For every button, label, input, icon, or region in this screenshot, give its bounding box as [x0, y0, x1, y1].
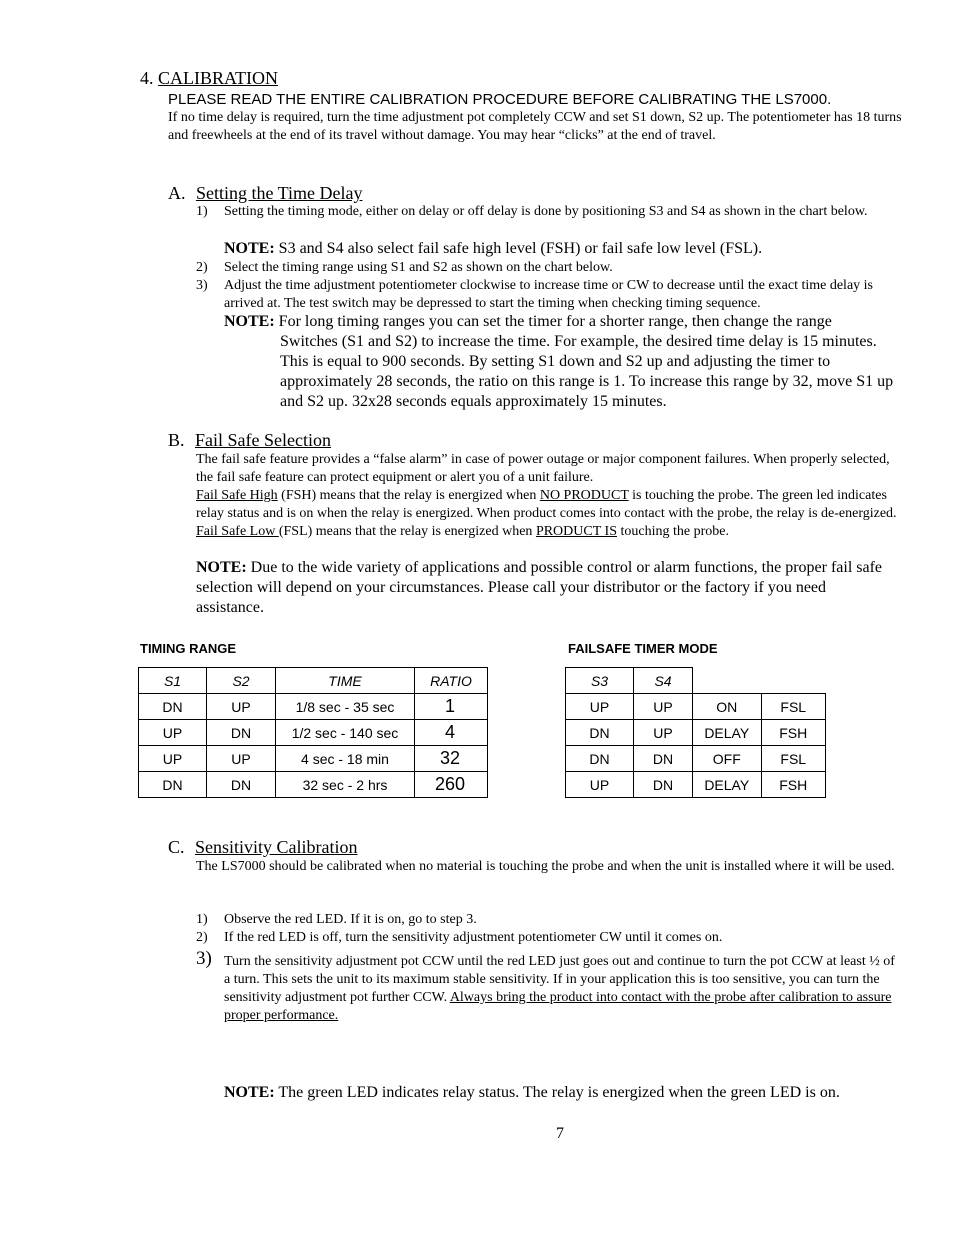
part-a-step-1 — [196, 203, 904, 221]
step-text: Setting the timing mode, either on delay or off delay is done by positioning S3 and S4 as shown in the chart below. — [224, 204, 868, 219]
cell: DN — [207, 772, 276, 798]
header-time: TIME — [276, 668, 415, 694]
part-a-letter: A. — [168, 183, 186, 203]
part-c-heading — [168, 837, 358, 857]
table-header-row — [566, 668, 826, 694]
cell: FSL — [761, 694, 826, 720]
step-number: 3) — [196, 278, 208, 293]
cell: DN — [566, 746, 634, 772]
note-label: NOTE: — [224, 240, 275, 257]
part-c-title: Sensitivity Calibration — [195, 837, 358, 857]
table-row — [566, 720, 826, 746]
step-text: Observe the red LED. If it is on, go to step 3. — [224, 912, 477, 927]
cell: DN — [566, 720, 634, 746]
part-a-step-3 — [196, 277, 904, 313]
part-b-heading — [168, 430, 331, 450]
fsl-rest: touching the probe. — [616, 524, 729, 539]
part-b-note — [196, 558, 886, 618]
fail-safe-low-definition — [196, 523, 904, 541]
cell: FSL — [761, 746, 826, 772]
part-a-title: Setting the Time Delay — [196, 183, 363, 203]
timing-range-table — [138, 667, 488, 798]
fail-safe-high-definition — [196, 487, 904, 523]
fsl-text: (FSL) means that the relay is energized when — [278, 524, 536, 539]
header-s4: S4 — [634, 668, 693, 694]
cell: UP — [566, 694, 634, 720]
table-row — [566, 694, 826, 720]
part-a-step-2 — [196, 259, 904, 277]
fsh-condition: NO PRODUCT — [539, 488, 629, 503]
step-number: 1) — [196, 204, 208, 219]
note-text-first: For long timing ranges you can set the timer for a shorter range, then change the range — [278, 313, 832, 330]
section-title: CALIBRATION — [158, 68, 278, 88]
step-number: 2) — [196, 260, 208, 275]
cell: DN — [207, 720, 276, 746]
part-a-note-1 — [224, 239, 904, 259]
note-label: NOTE: — [224, 1084, 275, 1101]
part-c-step-2 — [196, 929, 904, 947]
note-text-rest: Switches (S1 and S2) to increase the time. For example, the desired time delay is 15 minutes. This is equal to 900 seconds. By setting S1 down and S2 up and adjusting the timer to approximately 28 seconds, the ratio on this range is 1. To increase this range by 32, move S1 up and S2 up. 32x28 seconds equals approximately 15 minutes. — [280, 333, 894, 410]
section-intro: If no time delay is required, turn the time adjustment pot completely CCW and set S1 down, S2 up. The potentiometer has 18 turns and freewheels at the end of its travel without damage. You may hear “clicks” at the end of travel. — [168, 110, 902, 143]
timing-range-caption: TIMING RANGE — [140, 641, 237, 656]
table-row — [139, 772, 488, 798]
calibration-warning: PLEASE READ THE ENTIRE CALIBRATION PROCEDURE BEFORE CALIBRATING THE LS7000. — [168, 91, 832, 108]
cell: DELAY — [693, 720, 762, 746]
cell: UP — [634, 694, 693, 720]
note-text: S3 and S4 also select fail safe high level (FSH) or fail safe low level (FSL). — [278, 240, 763, 257]
cell: OFF — [693, 746, 762, 772]
cell: UP — [139, 746, 207, 772]
cell: DN — [634, 746, 693, 772]
note-label: NOTE: — [224, 313, 275, 330]
table-row — [139, 746, 488, 772]
fsl-condition: PRODUCT IS — [535, 524, 617, 539]
cell: UP — [207, 746, 276, 772]
header-s1: S1 — [139, 668, 207, 694]
cell: UP — [139, 720, 207, 746]
part-c-letter: C. — [168, 837, 185, 857]
cell: UP — [207, 694, 276, 720]
fsh-text: (FSH) means that the relay is energized when — [277, 488, 540, 503]
table-row — [139, 694, 488, 720]
table-row — [139, 720, 488, 746]
failsafe-mode-table — [565, 667, 826, 798]
step-number: 3) — [196, 948, 212, 969]
fsh-term: Fail Safe High — [196, 488, 278, 503]
empty-cell — [693, 668, 762, 694]
cell: UP — [566, 772, 634, 798]
header-s3: S3 — [566, 668, 634, 694]
section-number: 4. — [140, 68, 154, 88]
step-text — [224, 953, 904, 1025]
part-b-body — [196, 451, 904, 541]
part-a-note-2 — [224, 312, 904, 412]
header-ratio: RATIO — [415, 668, 488, 694]
cell: FSH — [761, 720, 826, 746]
cell: 260 — [415, 772, 488, 798]
step-number: 1) — [196, 912, 208, 927]
fsh-rest: is touching the probe. The green led indicates relay status and is on when the relay is energized. When product comes into contact with the probe, the relay is de-energized. — [196, 488, 897, 521]
cell: 4 sec - 18 min — [276, 746, 415, 772]
part-c-step-3 — [196, 948, 904, 1025]
fsl-term: Fail Safe Low — [196, 524, 279, 539]
part-b-letter: B. — [168, 430, 185, 450]
cell: DN — [139, 772, 207, 798]
cell: ON — [693, 694, 762, 720]
fail-safe-description: The fail safe feature provides a “false alarm” in case of power outage or major component failures. When properly selected, the fail safe feature can protect equipment or alert you of a unit failure. — [196, 452, 890, 485]
cell: 1/8 sec - 35 sec — [276, 694, 415, 720]
failsafe-mode-caption: FAILSAFE TIMER MODE — [568, 641, 718, 656]
cell: DELAY — [693, 772, 762, 798]
page-number: 7 — [556, 1125, 564, 1142]
section-heading — [140, 68, 840, 88]
part-b-title: Fail Safe Selection — [195, 430, 331, 450]
part-c-note — [224, 1083, 924, 1103]
step-text: Adjust the time adjustment potentiometer clockwise to increase time or CW to decrease until the exact time delay is arrived at. The test switch may be depressed to start the timing when checking timing sequence. — [224, 278, 873, 311]
cell: FSH — [761, 772, 826, 798]
table-header-row — [139, 668, 488, 694]
step-text-plain: Turn the sensitivity adjustment pot CCW until the red LED just goes out and continue to turn the pot CCW at least ½ of a turn. This sets the unit to its maximum stable sensitivity. If in your application this is too sensitive, you can turn the sensitivity adjustment pot further CCW. — [224, 954, 895, 1005]
empty-cell — [761, 668, 826, 694]
cell: 1 — [415, 694, 488, 720]
note-label: NOTE: — [196, 559, 247, 576]
step-text: If the red LED is off, turn the sensitivity adjustment potentiometer CW until it comes on. — [224, 930, 723, 945]
step-text-emphasis: Always bring the product into contact with the probe after calibration to assure proper performance. — [224, 990, 892, 1023]
cell: 1/2 sec - 140 sec — [276, 720, 415, 746]
part-a-heading — [168, 183, 363, 203]
part-c-step-1 — [196, 911, 904, 929]
header-s2: S2 — [207, 668, 276, 694]
step-text: Select the timing range using S1 and S2 as shown on the chart below. — [224, 260, 613, 275]
cell: 4 — [415, 720, 488, 746]
cell: 32 sec - 2 hrs — [276, 772, 415, 798]
cell: DN — [139, 694, 207, 720]
note-text: Due to the wide variety of applications and possible control or alarm functions, the proper fail safe selection will depend on your circumstances. Please call your distributor or the factory if you need assistance. — [196, 559, 883, 616]
cell: UP — [634, 720, 693, 746]
cell: 32 — [415, 746, 488, 772]
note-text: The green LED indicates relay status. The relay is energized when the green LED is on. — [278, 1084, 840, 1101]
table-row — [566, 746, 826, 772]
part-c-intro: The LS7000 should be calibrated when no material is touching the probe and when the unit is installed where it will be used. — [196, 859, 895, 874]
cell: DN — [634, 772, 693, 798]
table-row — [566, 772, 826, 798]
step-number: 2) — [196, 930, 208, 945]
